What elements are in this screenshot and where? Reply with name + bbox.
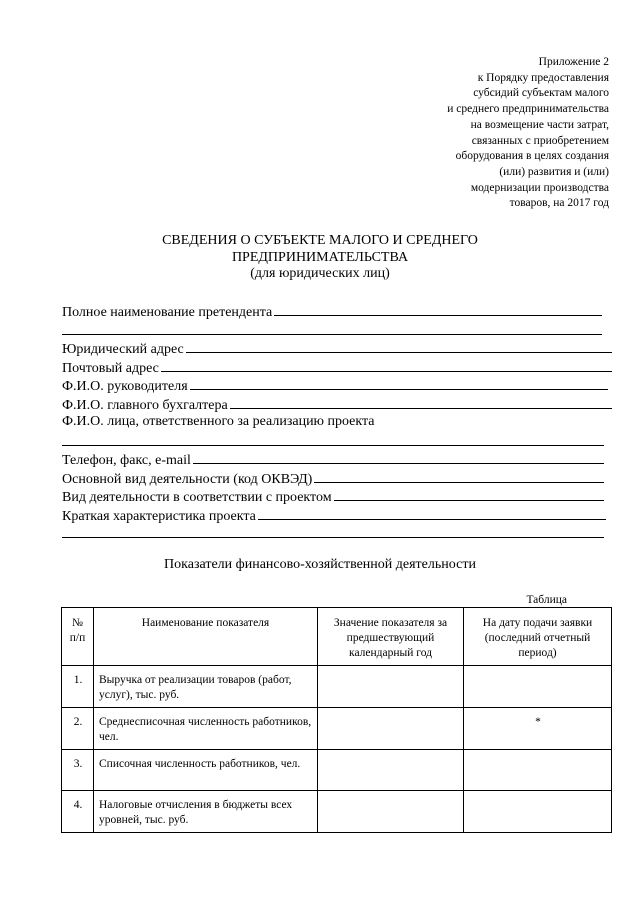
table-row	[62, 750, 612, 791]
header-current: На дату подачи заявки (последний отчетный период)	[464, 608, 612, 666]
full-name-row	[62, 302, 602, 321]
contacts-field[interactable]	[193, 450, 604, 464]
row-num: 3.	[62, 750, 94, 791]
director-row	[62, 376, 608, 395]
row-prev-value[interactable]	[318, 750, 464, 791]
full-name-field[interactable]	[274, 302, 602, 316]
appendix-line: товаров, на 2017 год	[509, 197, 609, 210]
responsible-field[interactable]	[62, 432, 604, 446]
full-name-field-continuation[interactable]	[62, 321, 602, 335]
row-name: Налоговые отчисления в бюджеты всех уровней, тыс. руб.	[94, 791, 318, 833]
okved-field[interactable]	[314, 469, 604, 483]
row-num: 2.	[62, 708, 94, 750]
row-name: Среднесписочная численность работников, чел.	[94, 708, 318, 750]
activity-field[interactable]	[334, 487, 604, 501]
summary-field-continuation[interactable]	[62, 524, 604, 538]
row-num: 1.	[62, 666, 94, 708]
appendix-line: оборудования в целях создания	[455, 150, 609, 163]
table-caption: Таблица	[526, 594, 567, 606]
appendix-line: субсидий субъектам малого	[473, 87, 609, 100]
accountant-row	[62, 395, 612, 414]
responsible-field-row	[62, 432, 604, 451]
table-header-row	[62, 608, 612, 666]
header-num: № п/п	[62, 608, 94, 666]
legal-address-label: Юридический адрес	[62, 342, 184, 357]
row-name: Выручка от реализации товаров (работ, услуг), тыс. руб.	[94, 666, 318, 708]
appendix-line: к Порядку предоставления	[477, 71, 609, 84]
activity-row	[62, 487, 604, 506]
appendix-block	[447, 55, 609, 212]
table-row	[62, 666, 612, 708]
postal-address-row	[62, 358, 612, 377]
row-current-value[interactable]: *	[464, 708, 612, 750]
okved-row	[62, 469, 604, 488]
appendix-line: (или) развития и (или)	[499, 165, 609, 178]
row-num: 4.	[62, 791, 94, 833]
header-name: Наименование показателя	[94, 608, 318, 666]
responsible-row	[62, 413, 612, 432]
accountant-field[interactable]	[230, 395, 612, 409]
title-line-1: СВЕДЕНИЯ О СУБЪЕКТЕ МАЛОГО И СРЕДНЕГО	[162, 233, 478, 248]
row-current-value[interactable]	[464, 791, 612, 833]
accountant-label: Ф.И.О. главного бухгалтера	[62, 397, 228, 413]
director-field[interactable]	[190, 376, 608, 390]
activity-label: Вид деятельности в соответствии с проектом	[62, 490, 332, 505]
row-current-value[interactable]	[464, 750, 612, 791]
appendix-line: Приложение 2	[538, 56, 609, 68]
legal-address-row	[62, 339, 612, 358]
document-title	[0, 233, 640, 283]
header-prev: Значение показателя за предшествующий календарный год	[318, 608, 464, 666]
applicant-fields	[62, 302, 612, 543]
postal-address-field[interactable]	[161, 358, 612, 372]
row-prev-value[interactable]	[318, 708, 464, 750]
okved-label: Основной вид деятельности (код ОКВЭД)	[62, 471, 313, 487]
full-name-label: Полное наименование претендента	[62, 305, 273, 320]
full-name-continuation-row	[62, 321, 602, 340]
appendix-line: на возмещение части затрат,	[470, 118, 609, 131]
appendix-line: модернизации производства	[470, 181, 609, 194]
table-row	[62, 791, 612, 833]
responsible-label: Ф.И.О. лица, ответственного за реализацию проекта	[62, 414, 375, 429]
row-name: Списочная численность работников, чел.	[94, 750, 318, 791]
appendix-line: и среднего предпринимательства	[447, 103, 609, 116]
title-line-2: ПРЕДПРИНИМАТЕЛЬСТВА	[231, 249, 409, 265]
summary-field[interactable]	[258, 506, 606, 520]
appendix-line: связанных с приобретением	[471, 134, 609, 147]
director-label: Ф.И.О. руководителя	[62, 379, 188, 394]
table-row	[62, 708, 612, 750]
contacts-label: Телефон, факс, e-mail	[62, 453, 191, 468]
indicators-table	[61, 607, 612, 833]
row-prev-value[interactable]	[318, 791, 464, 833]
summary-label: Краткая характеристика проекта	[62, 508, 256, 524]
postal-address-label: Почтовый адрес	[62, 360, 159, 376]
section-title: Показатели финансово-хозяйственной деятельности	[164, 557, 476, 572]
title-subtitle: (для юридических лиц)	[250, 266, 390, 281]
summary-continuation-row	[62, 524, 604, 543]
contacts-row	[62, 450, 604, 469]
summary-row	[62, 506, 606, 525]
row-current-value[interactable]	[464, 666, 612, 708]
legal-address-field[interactable]	[186, 339, 612, 353]
row-prev-value[interactable]	[318, 666, 464, 708]
